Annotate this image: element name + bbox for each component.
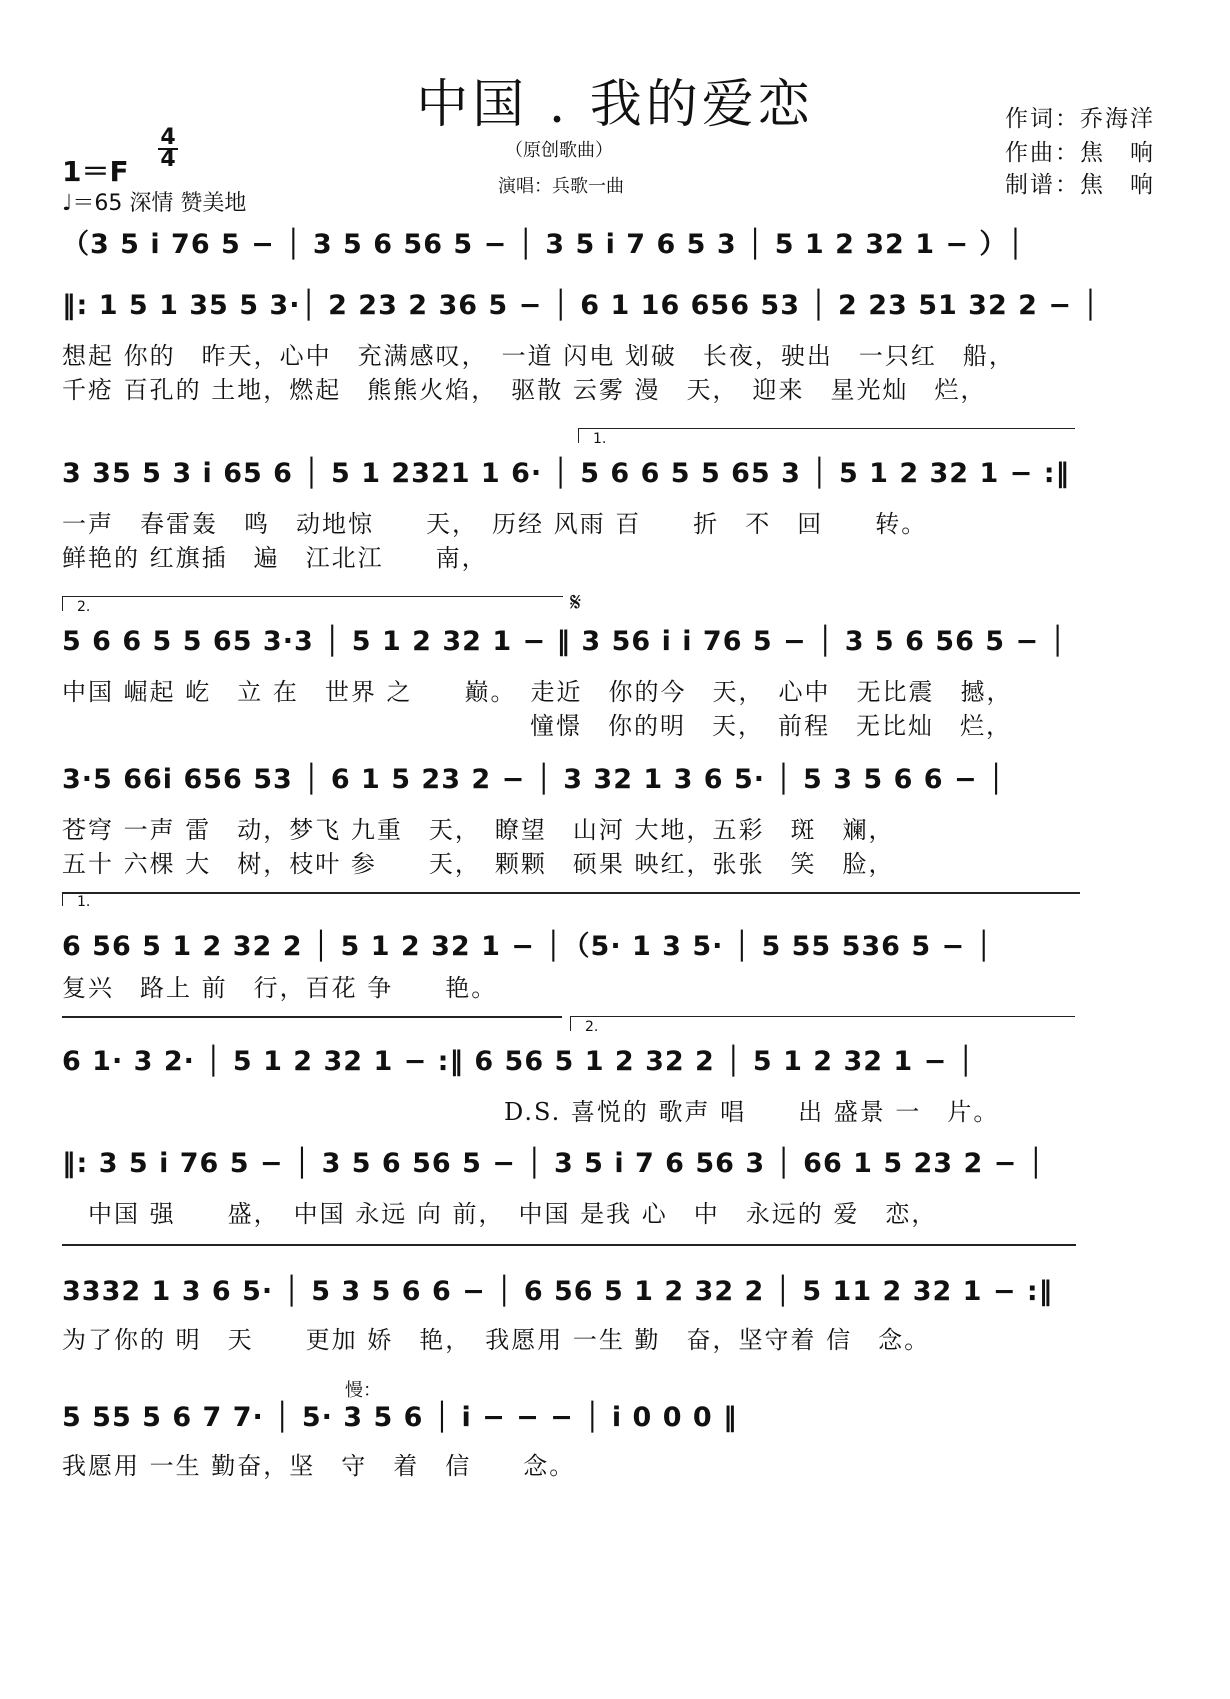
- lyric-line: 一声 春雷轰 鸣 动地惊 天， 历经 风雨 百 折 不 回 转。: [62, 510, 928, 538]
- singer-credit: 演唱：兵歌一曲: [498, 176, 624, 197]
- lyricist-credit: 作词：乔海洋: [1005, 106, 1155, 132]
- lyric-line: 想起 你的 昨天，心中 充满感叹， 一道 闪电 划破 长夜，驶出 一只红 船，: [62, 342, 1015, 370]
- lyric-line: 我愿用 一生 勤奋，坚 守 着 信 念。: [62, 1452, 576, 1480]
- key-signature: 1＝F: [62, 155, 129, 188]
- tempo-change-slow: 慢：: [345, 1380, 381, 1401]
- volta-extension-line: [62, 1016, 562, 1018]
- tempo-marking: ♩＝65 深情 赞美地: [62, 191, 247, 216]
- lyric-line: D.S. 喜悦的 歌声 唱 出 盛景 一 片。: [62, 1098, 1000, 1126]
- lyric-line: 中国 崛起 屹 立 在 世界 之 巅。 走近 你的今 天， 心中 无比震 撼，: [62, 678, 1013, 706]
- melody-line: （3 5 i 76 5 − │ 3 5 6 56 5 − │ 3 5 i 7 6 5 3 │ 5 1 2 32 1 − ）│: [62, 229, 1025, 260]
- melody-line: 6 1· 3 2· │ 5 1 2 32 1 − :‖ 6 56 5 1 2 32 2 │ 5 1 2 32 1 − │: [62, 1046, 975, 1077]
- arranger-credit: 制谱：焦 响: [1005, 172, 1155, 198]
- lyric-line: 五十 六棵 大 树，枝叶 参 天， 颗颗 硕果 映红，张张 笑 脸，: [62, 850, 895, 878]
- melody-line: 5 6 6 5 5 65 3·3 │ 5 1 2 32 1 − ‖ 3 56 i i 76 5 − │ 3 5 6 56 5 − │: [62, 626, 1067, 657]
- time-signature-bottom: 4: [160, 147, 176, 172]
- second-ending-bracket: 2.: [570, 1016, 1075, 1031]
- melody-line: ‖: 3 5 i 76 5 − │ 3 5 6 56 5 − │ 3 5 i 7 6 56 3 │ 66 1 5 23 2 − │: [62, 1148, 1045, 1179]
- lyric-line: 为了你的 明 天 更加 娇 艳， 我愿用 一生 勤 奋，坚守着 信 念。: [62, 1326, 931, 1354]
- song-title: 中国 . 我的爱恋: [416, 75, 814, 135]
- first-ending-bracket: 1.: [62, 892, 1081, 906]
- melody-line: ‖: 1 5 1 35 5 3·│ 2 23 2 36 5 − │ 6 1 16 656 53 │ 2 23 51 32 2 − │: [62, 290, 1100, 321]
- first-ending-bracket: 1.: [578, 428, 1075, 443]
- composer-credit: 作曲：焦 响: [1005, 140, 1155, 166]
- melody-line: 6 56 5 1 2 32 2 │ 5 1 2 32 1 − │（5· 1 3 5· │ 5 55 536 5 − │: [62, 931, 993, 962]
- lyric-line: 中国 强 盛， 中国 永远 向 前， 中国 是我 心 中 永远的 爱 恋，: [62, 1200, 938, 1228]
- subtitle: （原创歌曲）: [505, 140, 613, 161]
- time-signature: [158, 125, 178, 172]
- segno-sign: 𝄋: [570, 588, 582, 618]
- melody-line: 3·5 66i 656 53 │ 6 1 5 23 2 − │ 3 32 1 3 6 5· │ 5 3 5 6 6 − │: [62, 764, 1006, 795]
- lyric-line: 鲜艳的 红旗插 遍 江北江 南，: [62, 544, 488, 572]
- lyric-line: 苍穹 一声 雷 动，梦飞 九重 天， 瞭望 山河 大地，五彩 斑 斓，: [62, 816, 895, 844]
- volta-extension-line: [62, 1244, 1076, 1246]
- second-ending-bracket: 2.: [62, 596, 563, 611]
- time-signature-top: 4: [160, 125, 176, 150]
- melody-line: 5 55 5 6 7 7· │ 5· 3 5 6 │ i − − − │ i 0 0 0 ‖: [62, 1402, 738, 1433]
- melody-line: 3 35 5 3 i 65 6 │ 5 1 2321 1 6· │ 5 6 6 5 5 65 3 │ 5 1 2 32 1 − :‖: [62, 458, 1070, 489]
- lyric-line: 憧憬 你的明 天， 前程 无比灿 烂，: [62, 712, 1012, 740]
- melody-line: 3332 1 3 6 5· │ 5 3 5 6 6 − │ 6 56 5 1 2 32 2 │ 5 11 2 32 1 − :‖: [62, 1276, 1054, 1307]
- lyric-line: 千疮 百孔的 土地，燃起 熊熊火焰， 驱散 云雾 漫 天， 迎来 星光灿 烂，: [62, 376, 987, 404]
- lyric-line: 复兴 路上 前 行，百花 争 艳。: [62, 974, 498, 1002]
